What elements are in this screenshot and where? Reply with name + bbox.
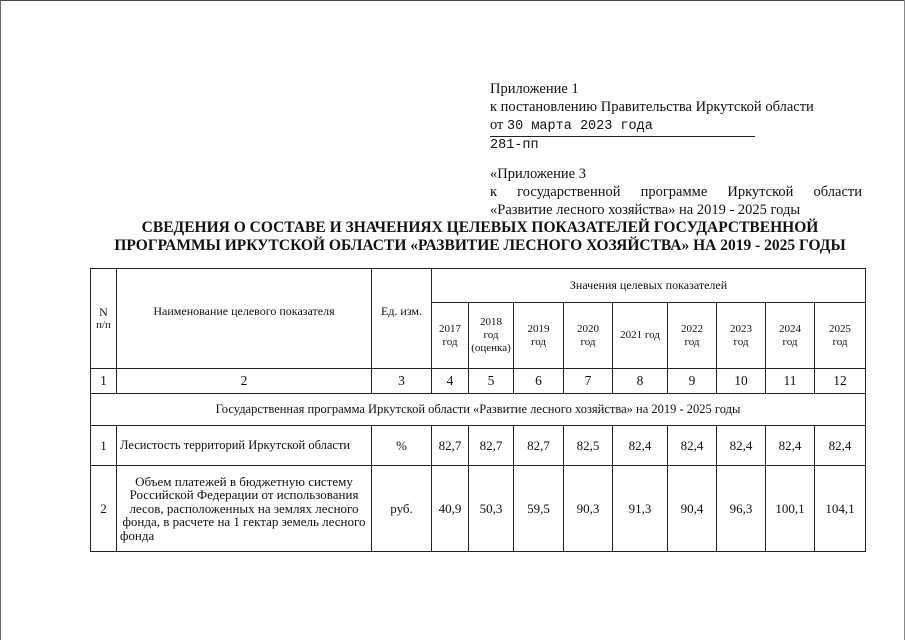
- appendix-resolution: к постановлению Правительства Иркутской области: [490, 99, 814, 115]
- header-num-cell: [91, 269, 117, 369]
- appendix-date-row: [490, 116, 755, 137]
- header-num-line2: п/п: [96, 318, 111, 331]
- row-value-2019: 82,7: [514, 426, 564, 466]
- row-value-2017: 82,7: [432, 426, 469, 466]
- year-note: (оценка): [471, 342, 511, 354]
- column-number: 11: [766, 369, 815, 394]
- section-row: [91, 394, 866, 426]
- header-name-cell: [117, 269, 372, 369]
- row-number: 1: [91, 426, 117, 466]
- header-year-2019: [514, 303, 564, 369]
- year-label: 2020: [577, 322, 599, 335]
- page-border-left: [0, 0, 1, 640]
- row-value-2018: 50,3: [469, 466, 514, 552]
- year-label: 2023: [730, 322, 752, 335]
- row-unit: %: [372, 426, 432, 466]
- year-label: 2024: [779, 322, 801, 335]
- row-indicator-name: Объем платежей в бюджетную систему Российской Федерации от использования лесов, расположенных на землях лесного фонда, в расчете на 1 гектар земель лесного фонда: [117, 466, 372, 552]
- document-title-line-2: ПРОГРАММЫ ИРКУТСКОЙ ОБЛАСТИ «РАЗВИТИЕ ЛЕСНОГО ХОЗЯЙСТВА» НА 2019 - 2025 ГОДЫ: [114, 237, 846, 254]
- column-number: 4: [432, 369, 469, 394]
- column-number: 7: [564, 369, 613, 394]
- header-year-2022: [668, 303, 717, 369]
- header-year-2023: [717, 303, 766, 369]
- column-numbers-row: [91, 369, 866, 394]
- year-suffix: год: [483, 329, 499, 341]
- appendix-date-prefix: от: [490, 117, 504, 133]
- row-number: 2: [91, 466, 117, 552]
- row-value-2017: 40,9: [432, 466, 469, 552]
- header-values-group: Значения целевых показателей: [432, 269, 866, 303]
- appendix-date-value: 30 марта 2023 года: [507, 119, 653, 134]
- row-value-2021: 91,3: [613, 466, 668, 552]
- year-label: 2018: [480, 316, 502, 328]
- year-label: 2019: [527, 322, 550, 335]
- year-suffix: год: [832, 335, 848, 348]
- row-value-2022: 90,4: [668, 466, 717, 552]
- row-value-2023: 82,4: [717, 426, 766, 466]
- row-value-2019: 59,5: [514, 466, 564, 552]
- row-value-2021: 82,4: [613, 426, 668, 466]
- column-number: 12: [815, 369, 866, 394]
- document-title: [100, 219, 860, 255]
- column-number: 1: [91, 369, 117, 394]
- header-name: Наименование целевого показателя: [153, 304, 335, 318]
- row-value-2022: 82,4: [668, 426, 717, 466]
- column-number: 2: [117, 369, 372, 394]
- appendix-sub-program: к государственной программе Иркутской области: [490, 184, 862, 200]
- year-suffix: год: [782, 335, 798, 348]
- section-title: Государственная программа Иркутской области «Развитие лесного хозяйства» на 2019 - 2025 годы: [91, 394, 866, 426]
- column-number: 10: [717, 369, 766, 394]
- row-value-2024: 100,1: [766, 466, 815, 552]
- header-year-2018: [469, 303, 514, 369]
- row-value-2024: 82,4: [766, 426, 815, 466]
- row-value-2020: 90,3: [564, 466, 613, 552]
- document-title-line-1: СВЕДЕНИЯ О СОСТАВЕ И ЗНАЧЕНИЯХ ЦЕЛЕВЫХ ПОКАЗАТЕЛЕЙ ГОСУДАРСТВЕННОЙ: [141, 219, 819, 236]
- year-suffix: год: [580, 335, 596, 348]
- header-year-2025: [815, 303, 866, 369]
- appendix-sub-title: «Приложение 3: [490, 166, 586, 182]
- row-value-2025: 82,4: [815, 426, 866, 466]
- appendix-title: Приложение 1: [490, 81, 579, 97]
- column-number: 9: [668, 369, 717, 394]
- header-unit: Ед. изм.: [380, 304, 423, 318]
- column-number: 8: [613, 369, 668, 394]
- row-value-2020: 82,5: [564, 426, 613, 466]
- year-label: 2021 год: [620, 329, 660, 341]
- year-label: 2025: [829, 322, 852, 335]
- table-row: [91, 426, 866, 466]
- header-row-top: [91, 269, 866, 303]
- header-unit-cell: [372, 269, 432, 369]
- appendix-number: 281-пп: [490, 138, 539, 153]
- header-num-line1: N: [99, 304, 108, 319]
- row-value-2018: 82,7: [469, 426, 514, 466]
- indicators-table: [90, 268, 866, 552]
- row-value-2025: 104,1: [815, 466, 866, 552]
- column-number: 6: [514, 369, 564, 394]
- column-number: 5: [469, 369, 514, 394]
- header-year-2024: [766, 303, 815, 369]
- header-year-2020: [564, 303, 613, 369]
- year-label: 2017: [439, 322, 461, 335]
- row-unit: руб.: [372, 466, 432, 552]
- appendix-block: [490, 80, 862, 219]
- page-border-top: [0, 0, 905, 1]
- column-number: 3: [372, 369, 432, 394]
- year-suffix: год: [684, 335, 700, 348]
- appendix-sub-name: «Развитие лесного хозяйства» на 2019 - 2025 годы: [490, 202, 801, 218]
- table-row: [91, 466, 866, 552]
- year-suffix: год: [442, 335, 458, 348]
- header-year-2017: [432, 303, 469, 369]
- year-suffix: год: [733, 335, 749, 348]
- year-label: 2022: [681, 322, 703, 335]
- year-suffix: год: [530, 335, 547, 348]
- header-year-2021: [613, 303, 668, 369]
- row-indicator-name: Лесистость территорий Иркутской области: [117, 426, 372, 466]
- row-value-2023: 96,3: [717, 466, 766, 552]
